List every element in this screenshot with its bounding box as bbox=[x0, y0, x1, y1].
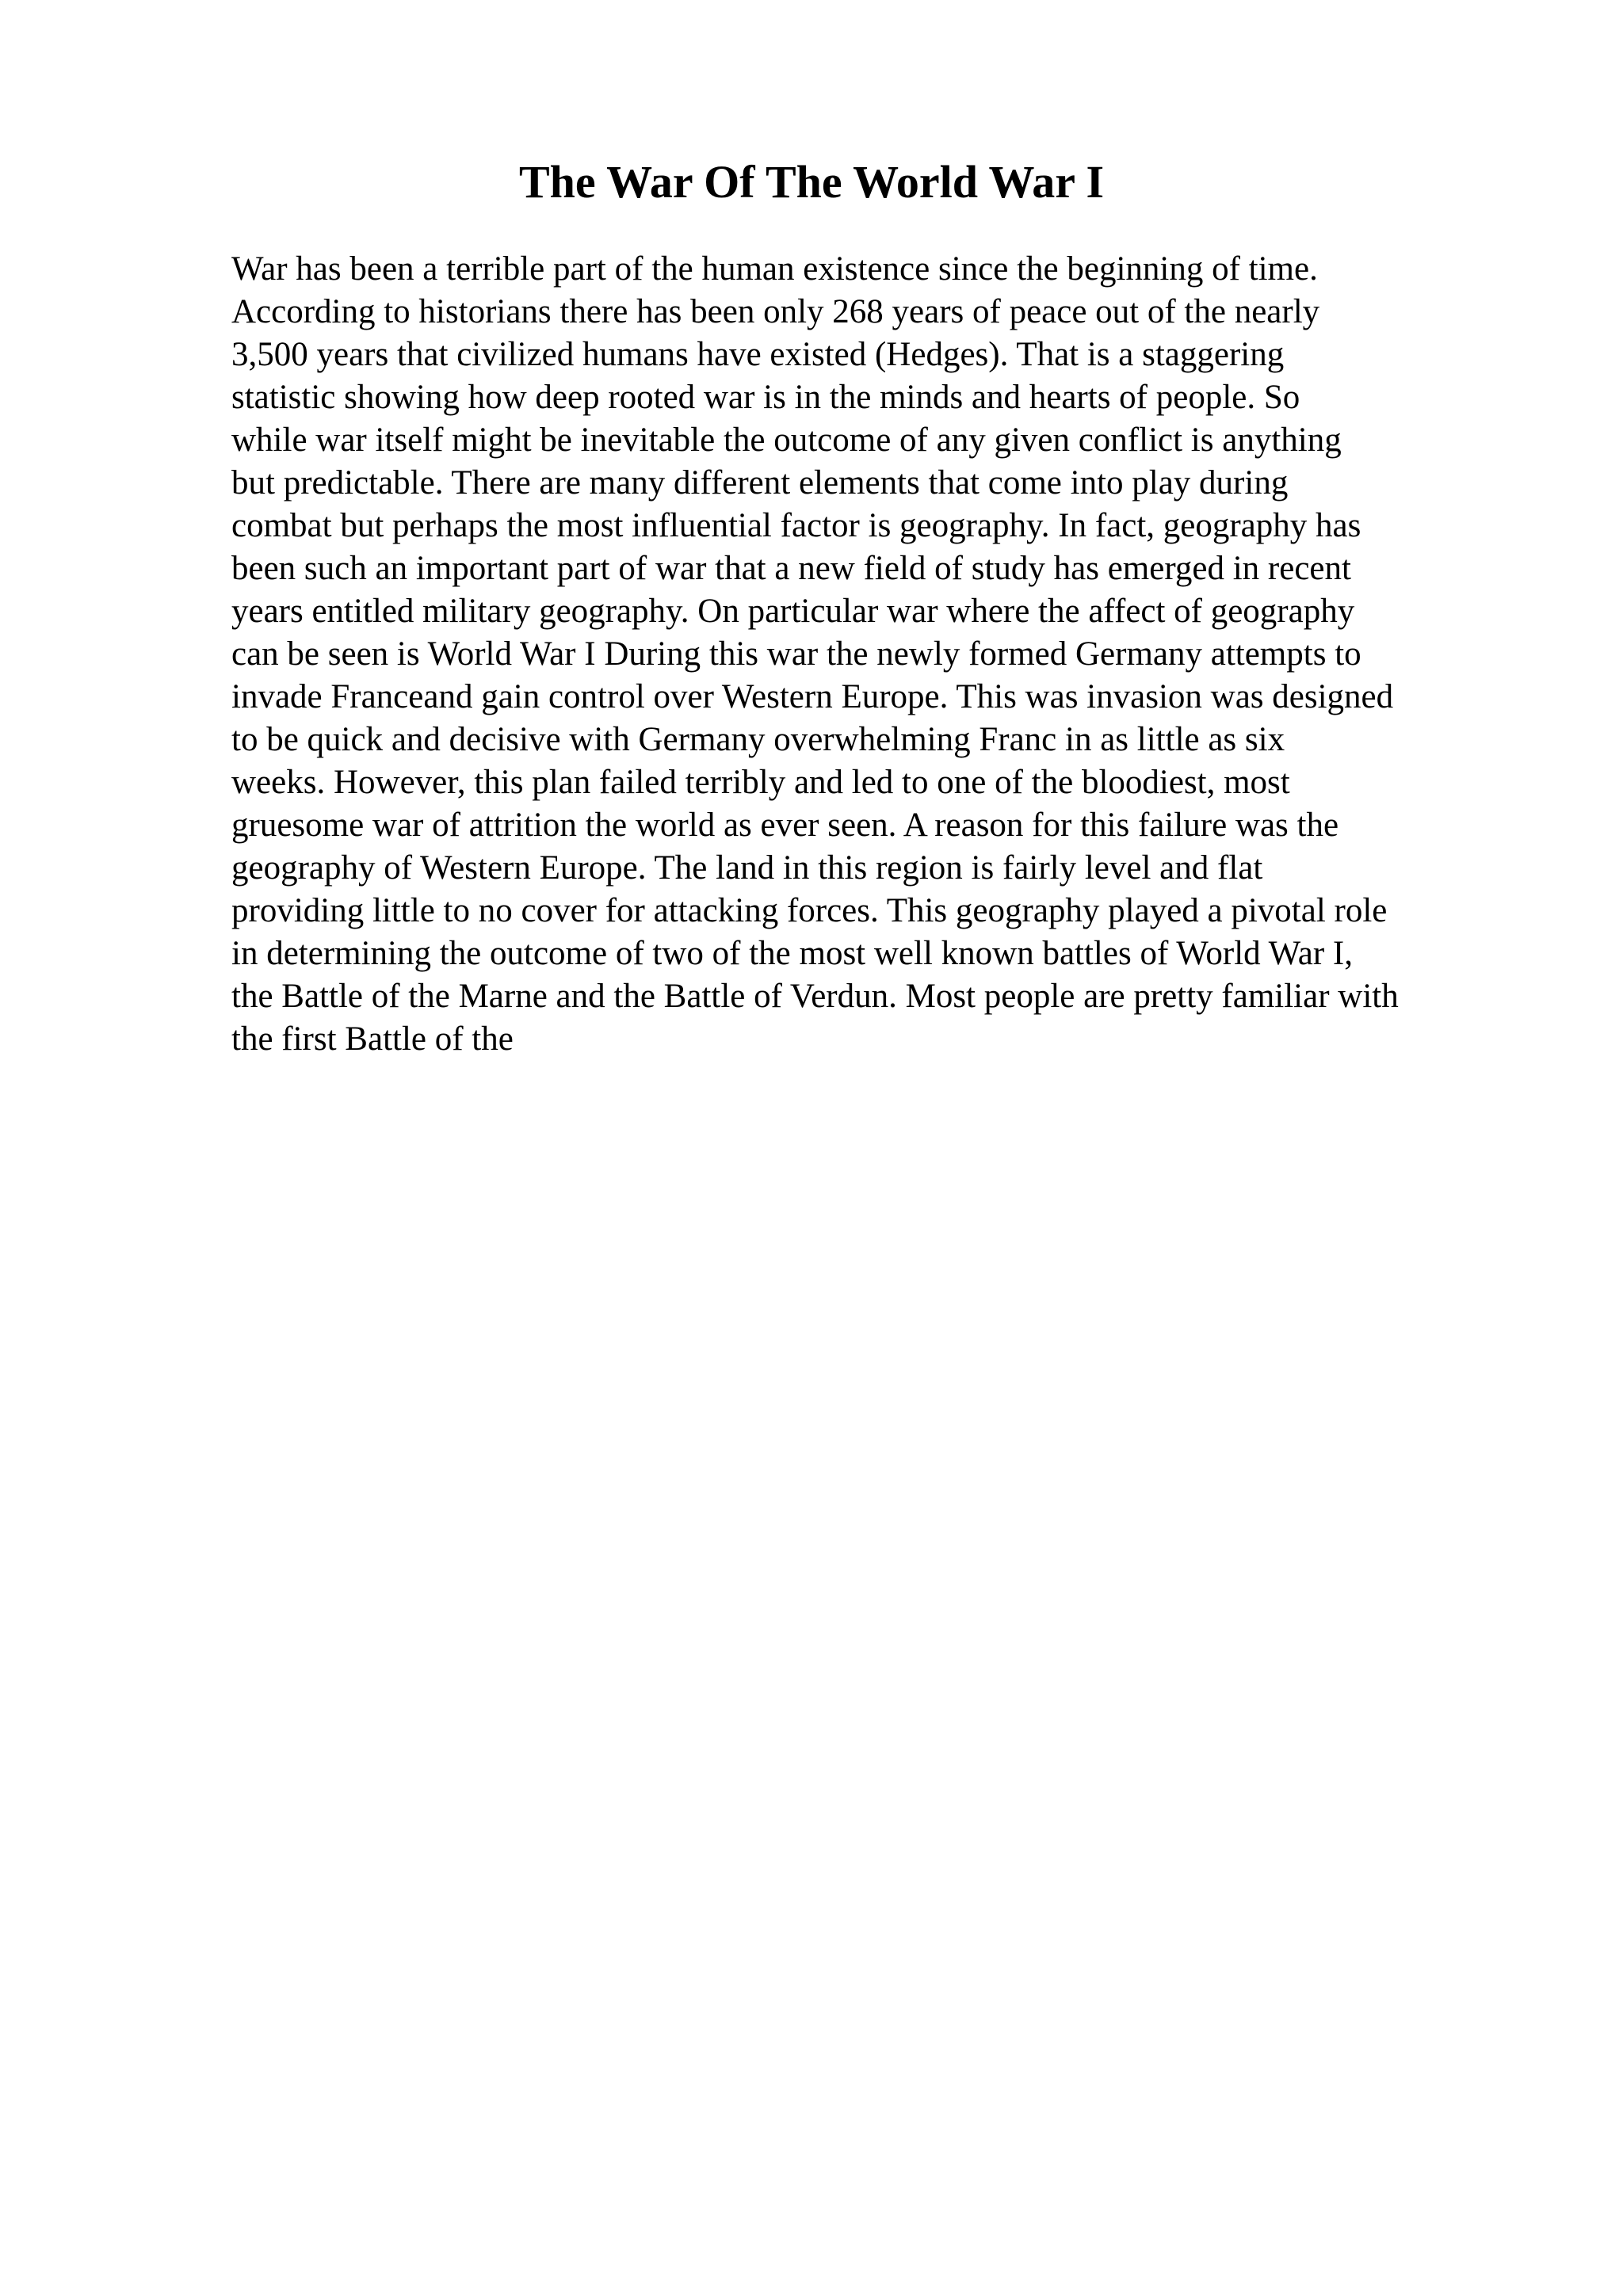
body-line: can be seen is World War I During this war the newly formed Germany attempts to bbox=[231, 635, 1361, 673]
body-line: while war itself might be inevitable the outcome of any given conflict is anything bbox=[231, 421, 1342, 459]
body-line: to be quick and decisive with Germany overwhelming Franc in as little as six bbox=[231, 721, 1285, 758]
body-line: the first Battle of the bbox=[231, 1020, 514, 1058]
body-line: invade Franceand gain control over Western Europe. This was invasion was designed bbox=[231, 678, 1394, 715]
body-line: years entitled military geography. On particular war where the affect of geography bbox=[231, 593, 1355, 630]
body-line: statistic showing how deep rooted war is in the minds and hearts of people. So bbox=[231, 379, 1300, 416]
body-line: weeks. However, this plan failed terribly and led to one of the bloodiest, most bbox=[231, 764, 1290, 801]
body-line: providing little to no cover for attacking forces. This geography played a pivotal role bbox=[231, 892, 1388, 929]
body-line: the Battle of the Marne and the Battle of Verdun. Most people are pretty familiar with bbox=[231, 978, 1399, 1015]
body-line: 3,500 years that civilized humans have existed (Hedges). That is a staggering bbox=[231, 336, 1285, 373]
body-line: War has been a terrible part of the human existence since the beginning of time. bbox=[231, 250, 1318, 288]
document-title: The War Of The World War I bbox=[518, 156, 1105, 208]
body-line: geography of Western Europe. The land in this region is fairly level and flat bbox=[231, 849, 1263, 887]
body-line: According to historians there has been only 268 years of peace out of the nearly bbox=[231, 293, 1320, 330]
body-line: gruesome war of attrition the world as ever seen. A reason for this failure was the bbox=[231, 807, 1339, 844]
body-line: in determining the outcome of two of the most well known battles of World War I, bbox=[231, 935, 1353, 972]
body-line: been such an important part of war that a new field of study has emerged in recent bbox=[231, 550, 1351, 587]
body-line: combat but perhaps the most influential factor is geography. In fact, geography has bbox=[231, 507, 1361, 544]
document-body bbox=[231, 248, 1531, 1061]
body-line: but predictable. There are many different elements that come into play during bbox=[231, 464, 1289, 502]
